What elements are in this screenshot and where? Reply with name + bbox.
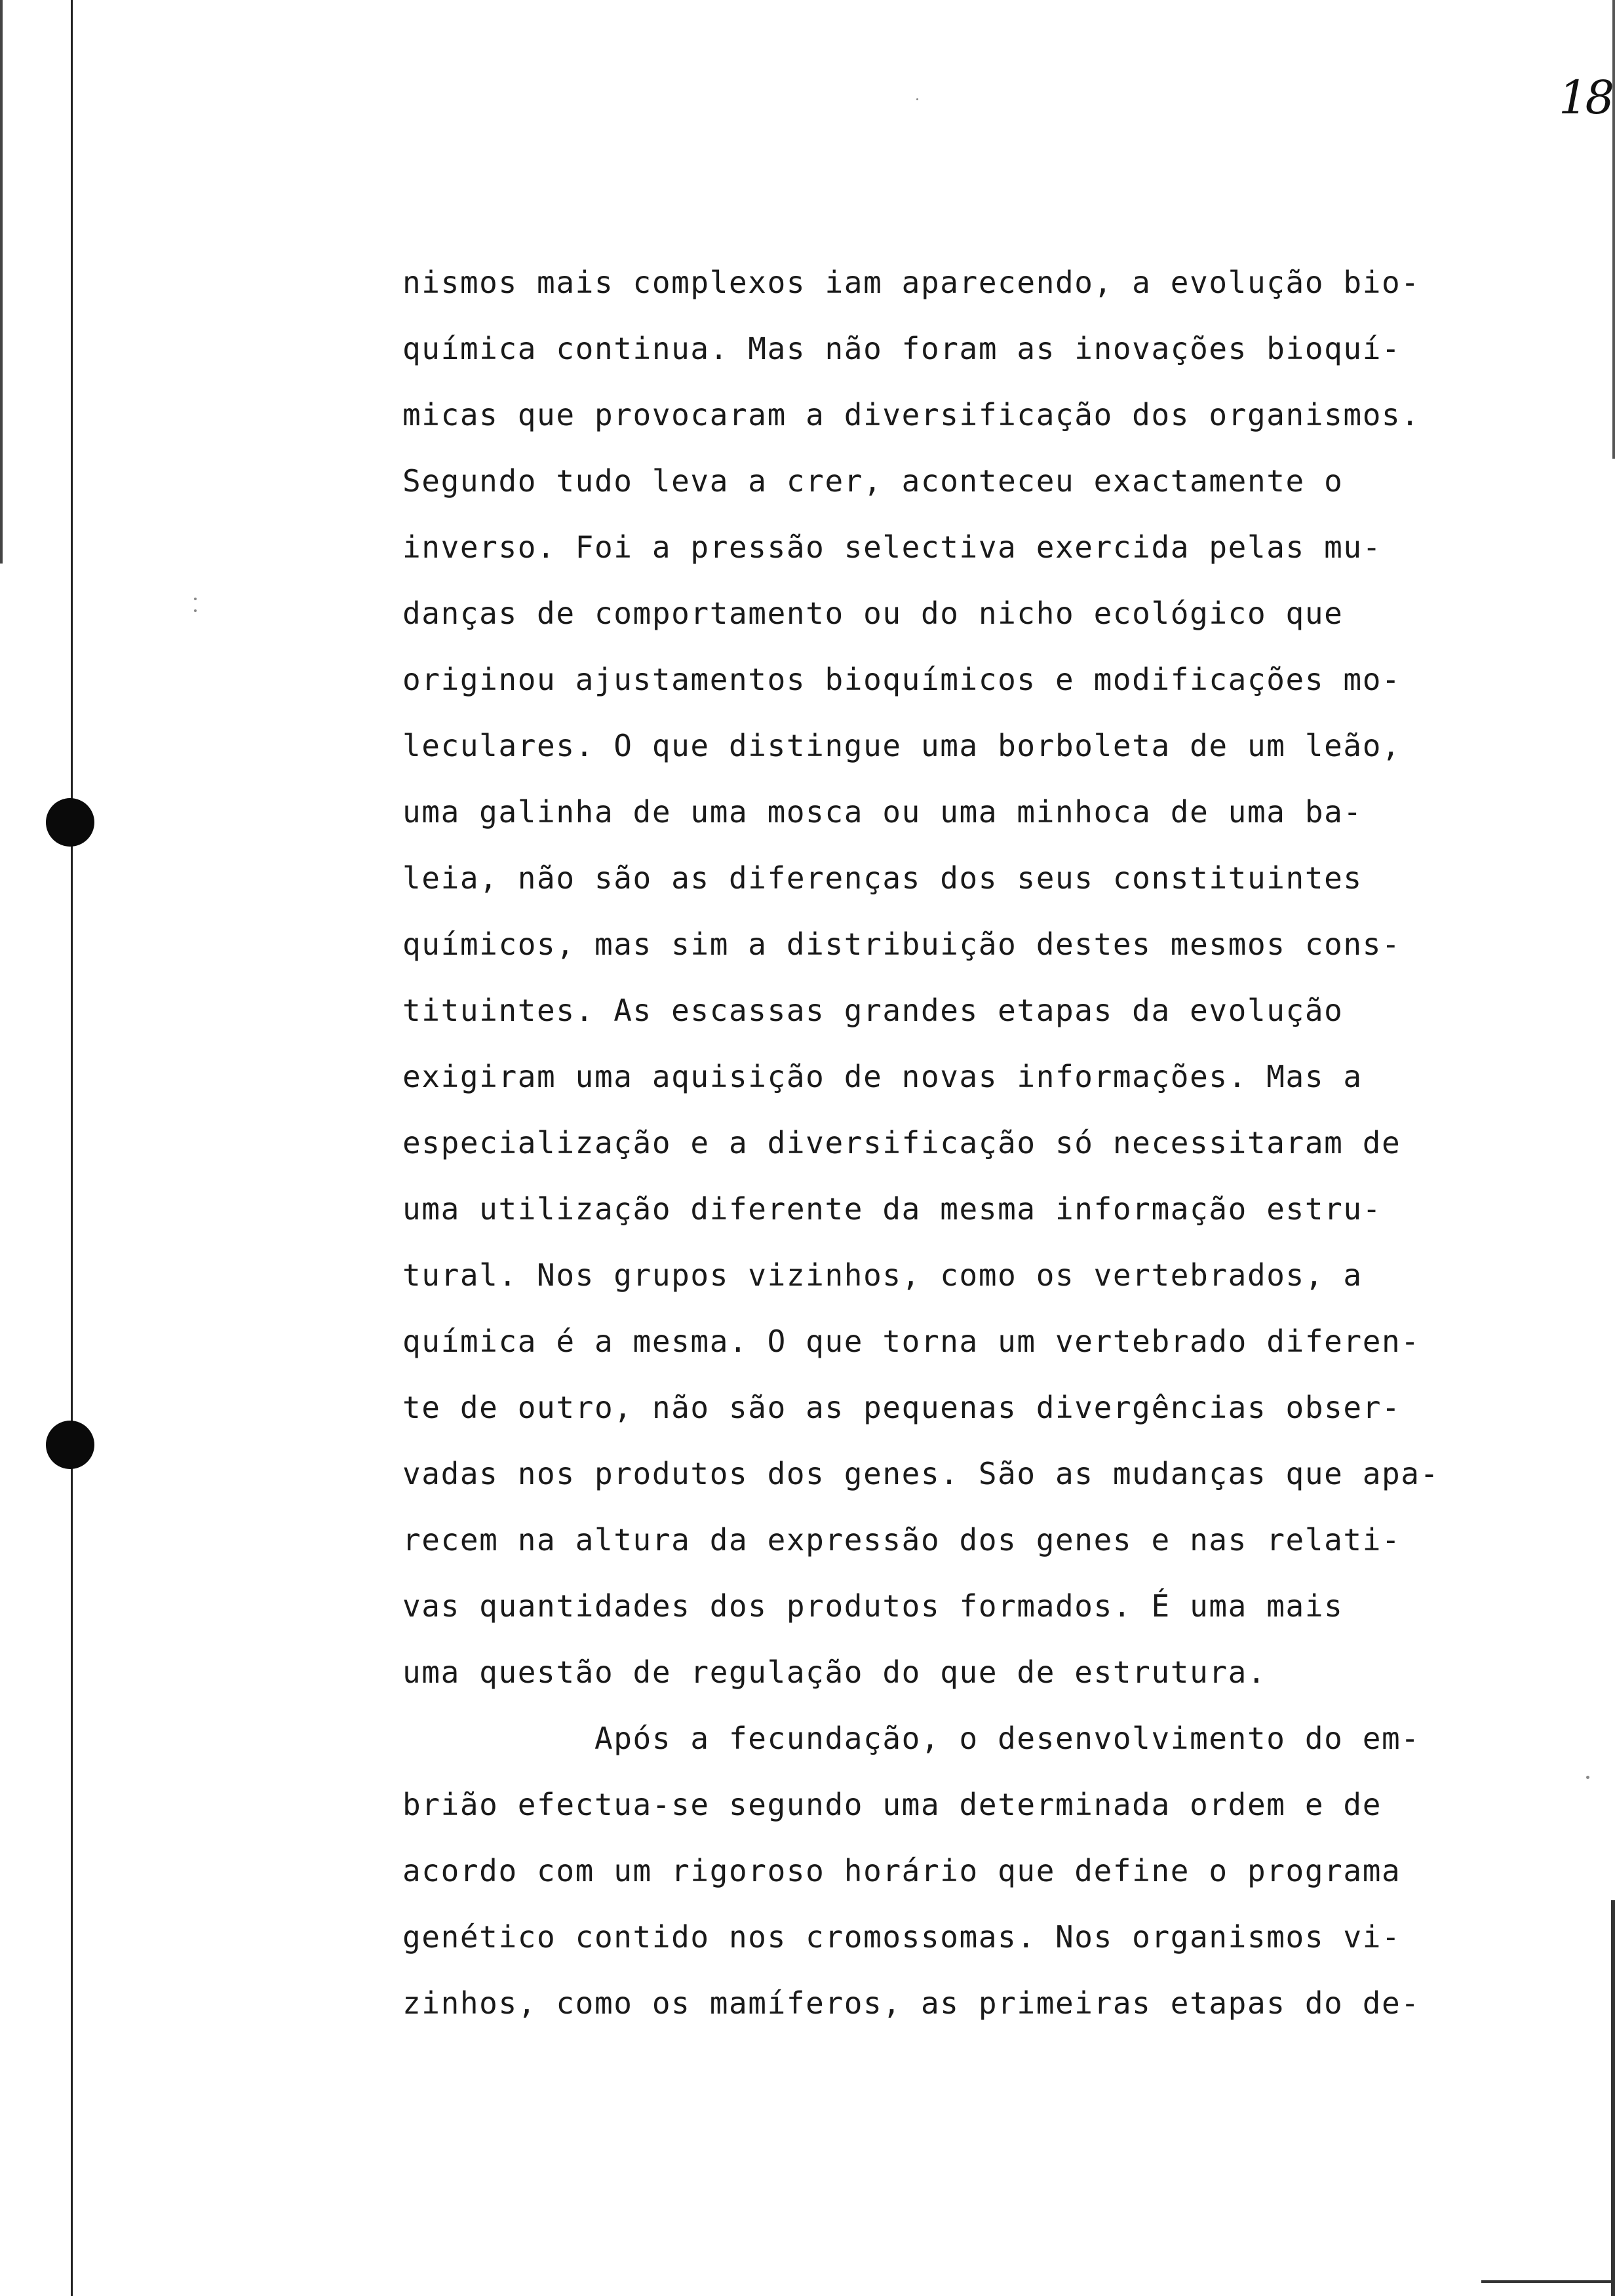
- right-edge-shadow: [1612, 0, 1615, 459]
- page-number: 18: [1559, 71, 1612, 124]
- left-edge-mark: [0, 0, 3, 564]
- text-line: brião efectua-se segundo uma determinada ordem e de: [402, 1787, 1382, 1822]
- text-line: tural. Nos grupos vizinhos, como os vertebrados, a: [402, 1257, 1363, 1293]
- text-line: genético contido nos cromossomas. Nos organismos vi-: [402, 1919, 1401, 1955]
- text-line: tituintes. As escassas grandes etapas da evolução: [402, 993, 1344, 1028]
- text-line: uma galinha de uma mosca ou uma minhoca de uma ba-: [402, 794, 1363, 830]
- scan-speck: [194, 598, 197, 600]
- text-line: Segundo tudo leva a crer, aconteceu exactamente o: [402, 463, 1344, 499]
- text-line: originou ajustamentos bioquímicos e modificações mo-: [402, 662, 1401, 697]
- text-line: recem na altura da expressão dos genes e nas relati-: [402, 1522, 1401, 1558]
- text-line: vadas nos produtos dos genes. São as mudanças que apa-: [402, 1456, 1439, 1491]
- text-line: vas quantidades dos produtos formados. É uma mais: [402, 1588, 1344, 1624]
- scan-speck: [1586, 1776, 1589, 1779]
- text-line: micas que provocaram a diversificação dos organismos.: [402, 397, 1420, 432]
- text-line: leia, não são as diferenças dos seus constituintes: [402, 860, 1363, 896]
- text-line: química continua. Mas não foram as inovações bioquí-: [402, 331, 1401, 366]
- text-line: leculares. O que distingue uma borboleta de um leão,: [402, 728, 1401, 763]
- text-line: acordo com um rigoroso horário que define o programa: [402, 1853, 1401, 1888]
- right-edge-shadow-lower: [1611, 1900, 1615, 2296]
- text-line: uma utilização diferente da mesma informação estru-: [402, 1191, 1382, 1227]
- text-line: danças de comportamento ou do nicho ecológico que: [402, 596, 1344, 631]
- text-line: especialização e a diversificação só necessitaram de: [402, 1125, 1401, 1160]
- text-line: te de outro, não são as pequenas divergências obser-: [402, 1390, 1401, 1425]
- scan-speck: [916, 98, 918, 100]
- text-line: inverso. Foi a pressão selectiva exercida pelas mu-: [402, 529, 1382, 565]
- scan-speck: [194, 609, 197, 612]
- text-line: nismos mais complexos iam aparecendo, a evolução bio-: [402, 265, 1420, 300]
- text-line: química é a mesma. O que torna um vertebrado diferen-: [402, 1324, 1420, 1359]
- body-text: [402, 259, 1477, 2046]
- text-line: exigiram uma aquisição de novas informações. Mas a: [402, 1059, 1363, 1094]
- text-line: zinhos, como os mamíferos, as primeiras etapas do de-: [402, 1985, 1420, 2021]
- bottom-edge-shadow: [1481, 2280, 1615, 2283]
- left-margin-rule: [71, 0, 73, 2296]
- text-line: uma questão de regulação do que de estrutura.: [402, 1655, 1267, 1690]
- punch-hole-top: [46, 798, 94, 847]
- punch-hole-bottom: [46, 1421, 94, 1469]
- text-line: Após a fecundação, o desenvolvimento do em-: [402, 1721, 1420, 1756]
- text-line: químicos, mas sim a distribuição destes mesmos cons-: [402, 927, 1401, 962]
